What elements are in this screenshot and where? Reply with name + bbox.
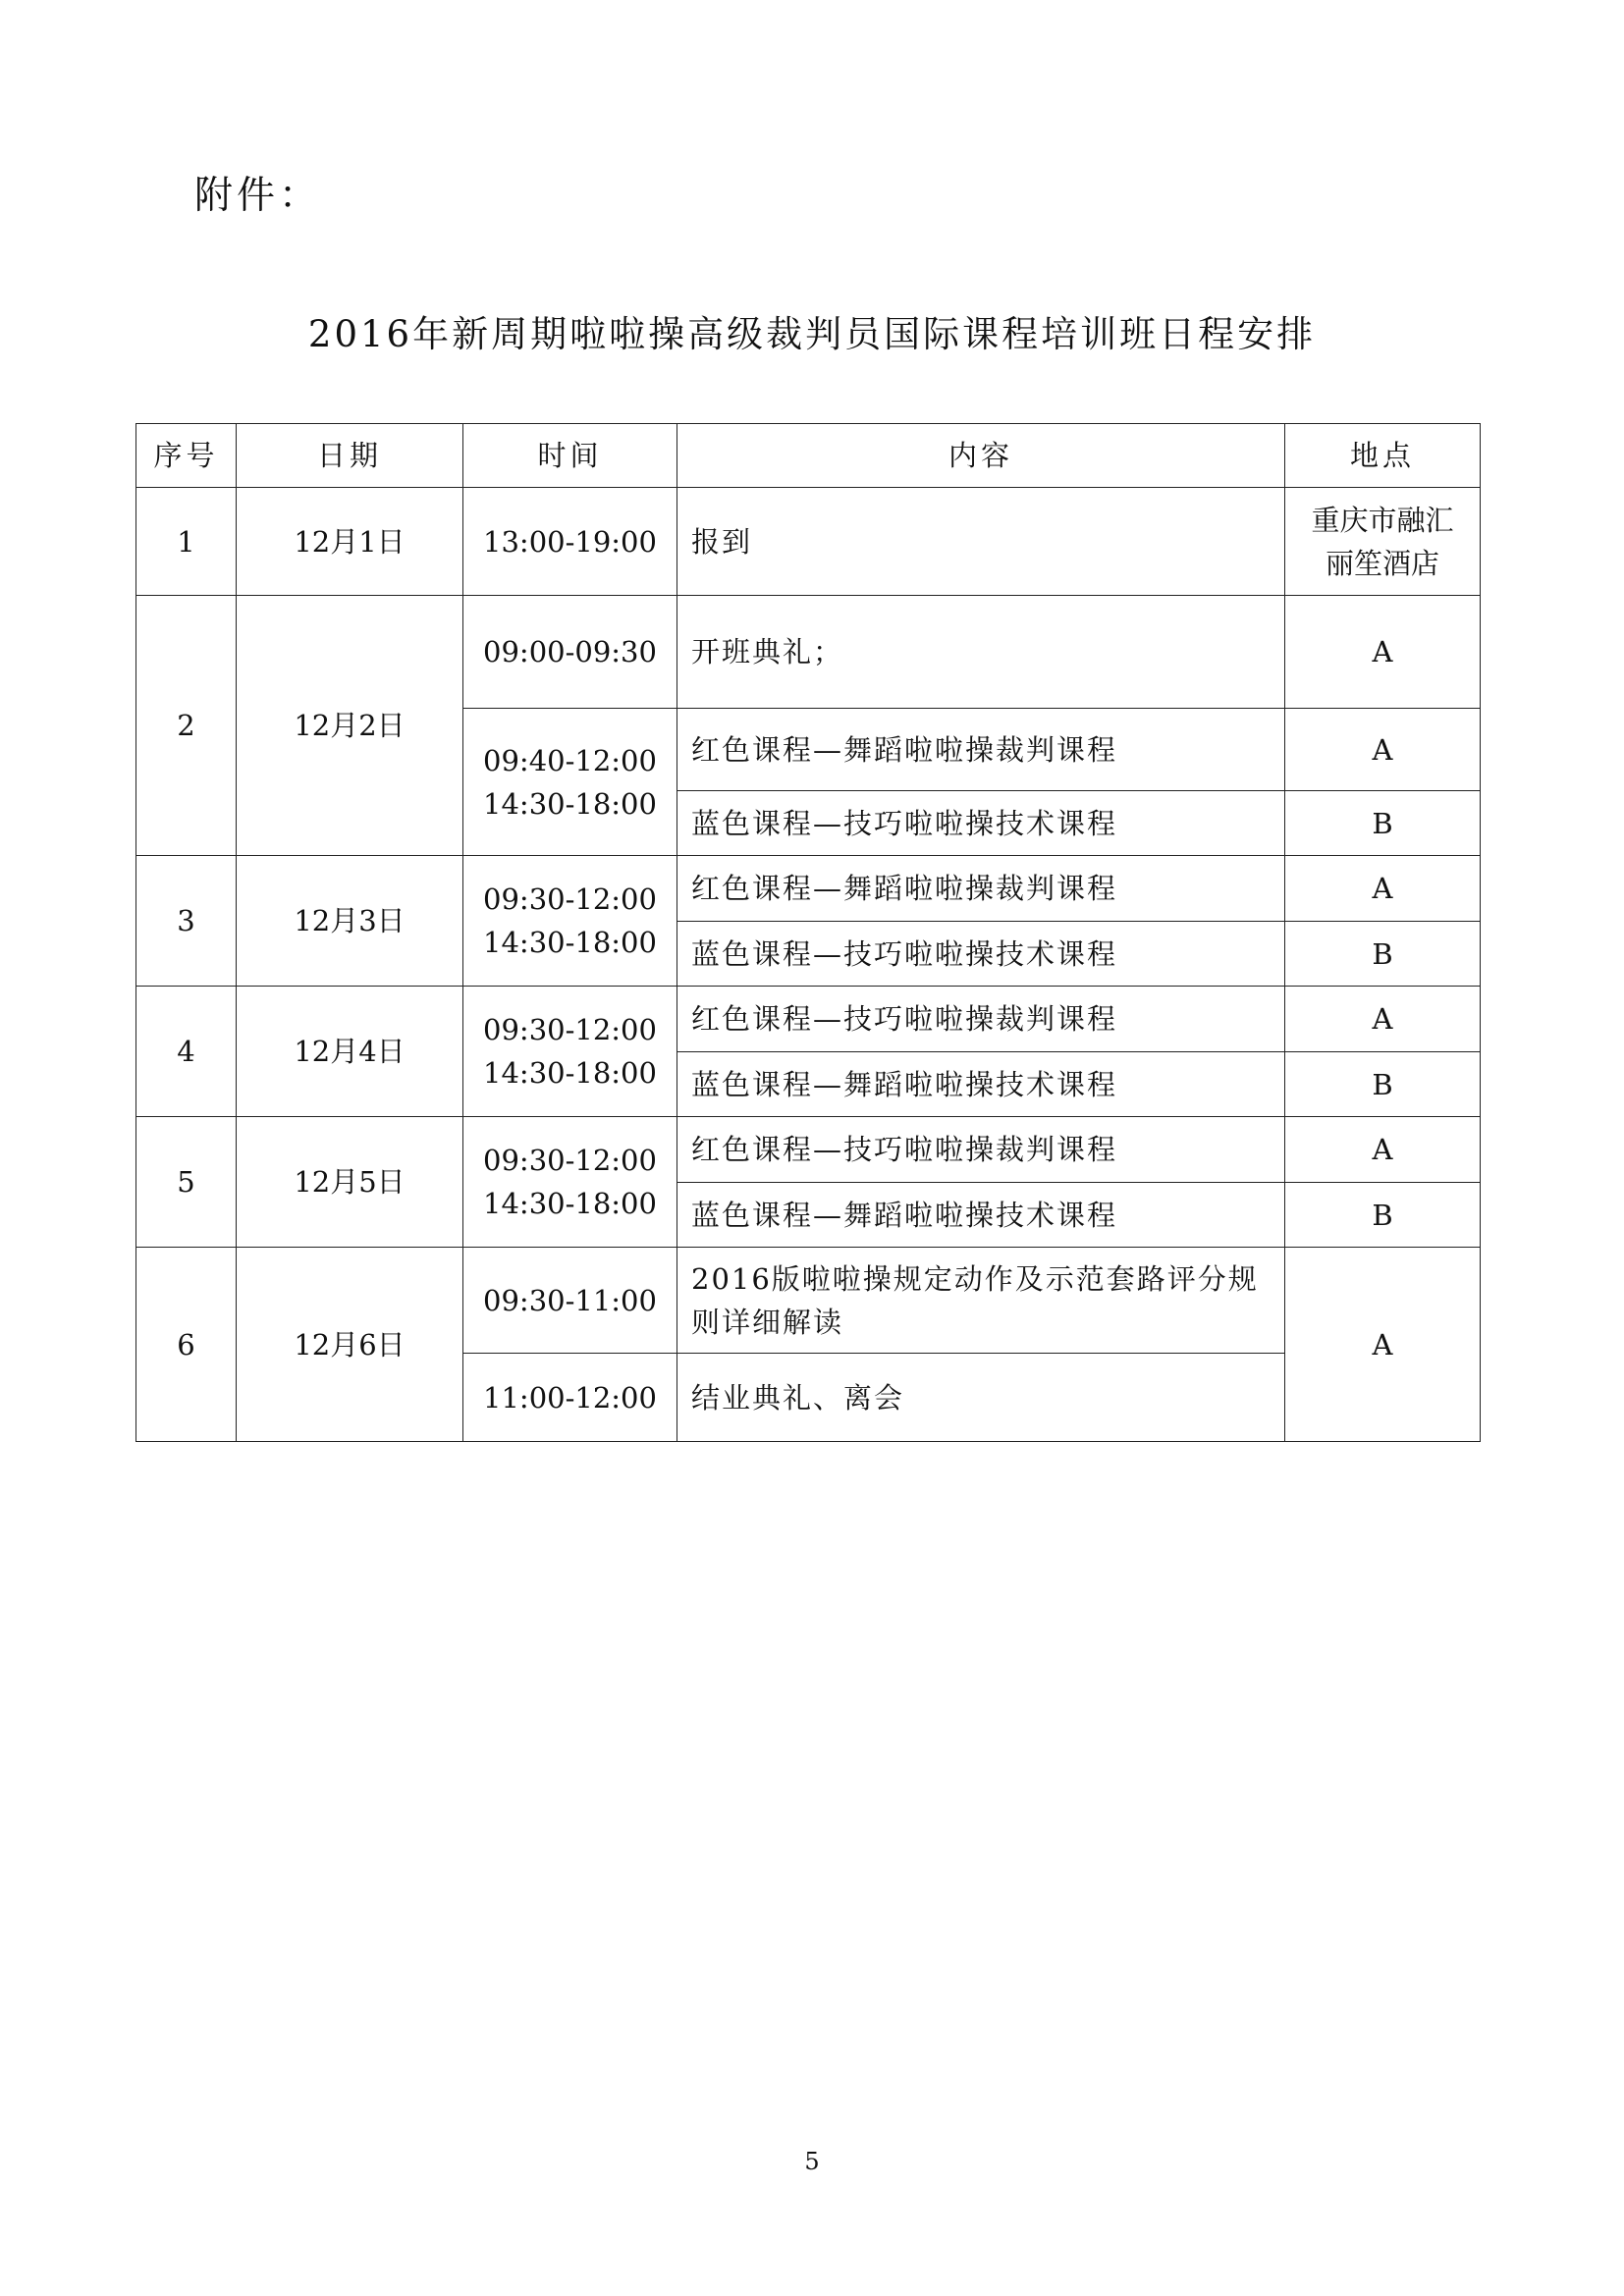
place-cell (1285, 1183, 1481, 1248)
page-number: 5 (804, 2148, 820, 2175)
content-cell: 蓝色课程—舞蹈啦啦操技术课程 (677, 1183, 1285, 1248)
header-cell: 日期 (237, 424, 463, 488)
row-number: 3 (136, 856, 237, 987)
content-cell: 报到 (677, 488, 1285, 596)
cell-line: A (1372, 872, 1393, 905)
place-cell (1285, 596, 1481, 709)
cell-line: 重庆市融汇 (1311, 503, 1454, 537)
table-row (136, 1248, 1481, 1354)
row-number: 6 (136, 1248, 237, 1442)
schedule-body (136, 488, 1481, 1442)
cell-line: 09:40-12:00 (483, 743, 657, 777)
cell-line: 14:30-18:00 (483, 926, 657, 959)
cell-line: B (1372, 1198, 1393, 1232)
time-cell (463, 596, 677, 709)
cell-line: 14:30-18:00 (483, 1187, 657, 1220)
content-cell: 2016版啦啦操规定动作及示范套路评分规则详细解读 (677, 1248, 1285, 1354)
content-cell: 红色课程—技巧啦啦操裁判课程 (677, 1117, 1285, 1183)
row-number: 2 (136, 596, 237, 856)
row-date: 12月6日 (237, 1248, 463, 1442)
content-cell: 蓝色课程—舞蹈啦啦操技术课程 (677, 1052, 1285, 1117)
place-cell (1285, 1117, 1481, 1183)
cell-line: 09:30-12:00 (483, 882, 657, 916)
time-cell (463, 488, 677, 596)
place-cell (1285, 709, 1481, 791)
cell-line: 09:00-09:30 (483, 635, 657, 668)
table-row (136, 987, 1481, 1052)
time-cell (463, 1354, 677, 1442)
content-cell: 红色课程—舞蹈啦啦操裁判课程 (677, 856, 1285, 922)
table-row (136, 856, 1481, 922)
schedule-table (135, 423, 1481, 1442)
time-cell (463, 1248, 677, 1354)
time-cell (463, 987, 677, 1117)
cell-line: A (1372, 1002, 1393, 1036)
content-cell: 开班典礼； (677, 596, 1285, 709)
content-cell: 结业典礼、离会 (677, 1354, 1285, 1442)
place-cell (1285, 791, 1481, 856)
document-title: 2016年新周期啦啦操高级裁判员国际课程培训班日程安排 (307, 313, 1317, 355)
row-number: 1 (136, 488, 237, 596)
cell-line: A (1372, 732, 1393, 767)
cell-line: 14:30-18:00 (483, 1056, 657, 1090)
time-cell (463, 1117, 677, 1248)
table-row (136, 596, 1481, 709)
cell-line: 11:00-12:00 (483, 1380, 657, 1415)
place-cell (1285, 488, 1481, 596)
time-cell (463, 709, 677, 856)
cell-line: A (1372, 1133, 1393, 1166)
header-cell: 内容 (677, 424, 1285, 488)
cell-line: 09:30-12:00 (483, 1013, 657, 1046)
content-cell: 蓝色课程—技巧啦啦操技术课程 (677, 791, 1285, 856)
content-cell: 红色课程—技巧啦啦操裁判课程 (677, 987, 1285, 1052)
cell-line: B (1372, 1067, 1393, 1101)
table-row (136, 488, 1481, 596)
cell-line: 13:00-19:00 (483, 524, 657, 559)
cell-line: A (1372, 1327, 1393, 1362)
cell-line: B (1372, 936, 1393, 971)
place-cell (1285, 856, 1481, 922)
place-cell (1285, 1052, 1481, 1117)
place-cell (1285, 987, 1481, 1052)
cell-line: 丽笙酒店 (1325, 546, 1439, 580)
time-cell (463, 856, 677, 987)
place-cell (1285, 1248, 1481, 1442)
header-cell: 地点 (1285, 424, 1481, 488)
content-cell: 红色课程—舞蹈啦啦操裁判课程 (677, 709, 1285, 791)
header-cell: 时间 (463, 424, 677, 488)
content-cell: 蓝色课程—技巧啦啦操技术课程 (677, 922, 1285, 987)
row-date: 12月1日 (237, 488, 463, 596)
table-header-row (136, 424, 1481, 488)
row-date: 12月4日 (237, 987, 463, 1117)
table-row (136, 1117, 1481, 1183)
cell-line: B (1372, 806, 1393, 840)
row-number: 5 (136, 1117, 237, 1248)
row-date: 12月3日 (237, 856, 463, 987)
cell-line: 09:30-12:00 (483, 1144, 657, 1177)
place-cell (1285, 922, 1481, 987)
cell-line: 09:30-11:00 (483, 1283, 657, 1317)
header-cell: 序号 (136, 424, 237, 488)
cell-line: A (1372, 635, 1393, 668)
row-number: 4 (136, 987, 237, 1117)
row-date: 12月5日 (237, 1117, 463, 1248)
cell-line: 14:30-18:00 (483, 786, 657, 821)
attachment-label: 附件： (194, 174, 322, 218)
row-date: 12月2日 (237, 596, 463, 856)
